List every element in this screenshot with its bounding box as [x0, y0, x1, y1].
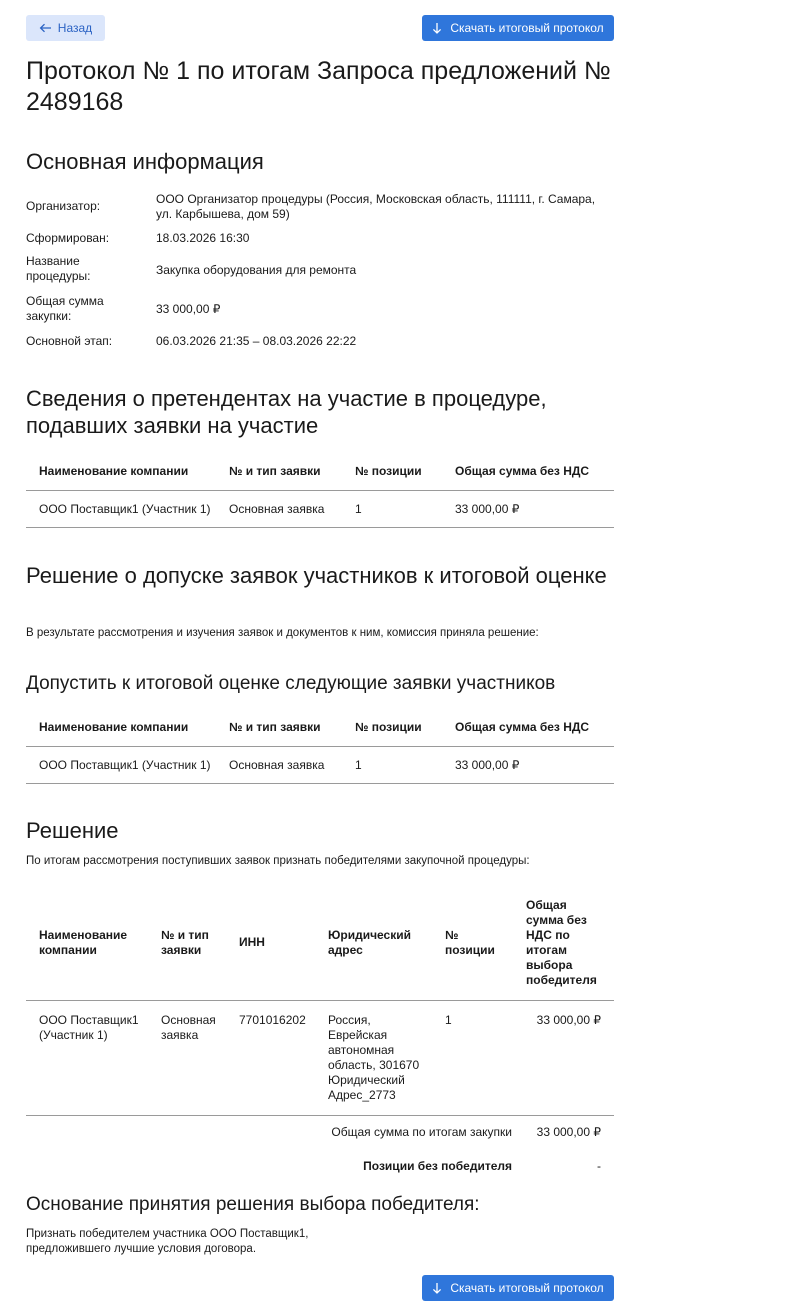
info-value: 33 000,00 ₽: [156, 302, 221, 316]
total-label: Общая сумма по итогам закупки: [331, 1125, 512, 1139]
column-header: № и тип заявки: [229, 719, 321, 734]
decision-heading: Решение: [26, 818, 119, 843]
back-button-label: Назад: [57, 21, 93, 35]
table-cell: ООО Поставщик1 (Участник 1): [39, 1012, 139, 1042]
table-cell: ООО Поставщик1 (Участник 1): [39, 501, 211, 516]
table-cell: 1: [355, 757, 362, 772]
info-value: 06.03.2026 21:35 – 08.03.2026 22:22: [156, 334, 357, 348]
winners-table: [26, 886, 614, 1116]
arrow-down-icon: [432, 1282, 442, 1295]
table-row: [26, 746, 614, 783]
download-button-label: Скачать итоговый протокол: [450, 1281, 604, 1295]
total-value: 33 000,00 ₽: [536, 1125, 601, 1139]
info-value: ООО Организатор процедуры (Россия, Московская область, 111111, г. Самара, ул. Карбышева, дом 59): [156, 192, 596, 221]
info-value: Закупка оборудования для ремонта: [156, 263, 357, 277]
applicants-heading: Сведения о претендентах на участие в процедуре, подавших заявки на участие: [26, 386, 547, 438]
download-button-label: Скачать итоговый протокол: [450, 21, 604, 35]
table-row: [26, 1000, 614, 1115]
column-header: № позиции: [445, 927, 495, 957]
column-header: Общая сумма без НДС: [455, 719, 590, 734]
basis-heading: Основание принятия решения выбора победителя:: [26, 1194, 480, 1215]
table-header-row: [26, 886, 614, 1000]
basis-text-line2: предложившего лучшие условия договора.: [26, 1243, 257, 1255]
no-winner-label: Позиции без победителя: [363, 1159, 512, 1173]
info-label: Сформирован:: [26, 231, 110, 245]
page-title: Протокол № 1 по итогам Запроса предложений № 2489168: [26, 57, 611, 116]
basis-text-line1: Признать победителем участника ООО Поставщик1,: [26, 1228, 309, 1240]
back-button[interactable]: [26, 15, 105, 41]
info-label: Основной этап:: [26, 334, 113, 348]
table-header-row: [26, 708, 614, 746]
column-header: Юридический адрес: [328, 927, 411, 957]
no-winner-value: -: [597, 1159, 601, 1173]
decision-text: По итогам рассмотрения поступивших заявок признать победителями закупочной процедуры:: [26, 855, 530, 867]
info-label: Название процедуры:: [26, 254, 91, 283]
table-cell: Россия, Еврейская автономная область, 301670 Юридический Адрес_2773: [328, 1012, 420, 1102]
table-cell: 1: [445, 1012, 452, 1027]
table-cell: 1: [355, 501, 362, 516]
column-header: Общая сумма без НДС по итогам выбора победителя: [526, 897, 597, 987]
table-cell: 33 000,00 ₽: [455, 757, 520, 772]
top-toolbar: [26, 0, 614, 56]
table-cell: Основная заявка: [229, 757, 325, 772]
download-protocol-button-bottom[interactable]: [422, 1275, 614, 1301]
arrow-left-icon: [39, 23, 52, 33]
arrow-down-icon: [432, 22, 442, 35]
applicants-table: [26, 452, 614, 528]
info-row-organizer: [26, 192, 614, 222]
table-cell: 33 000,00 ₽: [455, 501, 520, 516]
column-header: № и тип заявки: [229, 463, 321, 478]
protocol-page: [26, 0, 614, 1295]
admission-subheading: Допустить к итоговой оценке следующие заявки участников: [26, 673, 556, 694]
admitted-table: [26, 708, 614, 784]
admission-heading: Решение о допуске заявок участников к итоговой оценке: [26, 563, 607, 588]
column-header: № позиции: [355, 719, 422, 734]
table-row: [26, 490, 614, 527]
column-header: Общая сумма без НДС: [455, 463, 590, 478]
table-header-row: [26, 452, 614, 490]
table-cell: Основная заявка: [161, 1012, 216, 1042]
info-label: Общая сумма закупки:: [26, 294, 104, 323]
column-header: № позиции: [355, 463, 422, 478]
table-cell: Основная заявка: [229, 501, 325, 516]
info-value: 18.03.2026 16:30: [156, 231, 250, 245]
column-header: № и тип заявки: [161, 927, 209, 957]
download-protocol-button-top[interactable]: [422, 15, 614, 41]
table-cell: ООО Поставщик1 (Участник 1): [39, 757, 211, 772]
column-header: Наименование компании: [39, 927, 128, 957]
basic-info-heading: Основная информация: [26, 149, 264, 174]
info-label: Организатор:: [26, 199, 101, 213]
column-header: Наименование компании: [39, 463, 189, 478]
table-cell: 33 000,00 ₽: [536, 1012, 601, 1027]
table-cell: 7701016202: [239, 1012, 306, 1027]
column-header: Наименование компании: [39, 719, 189, 734]
admission-text: В результате рассмотрения и изучения заявок и документов к ним, комиссия приняла решение:: [26, 627, 539, 639]
column-header: ИНН: [239, 935, 265, 950]
